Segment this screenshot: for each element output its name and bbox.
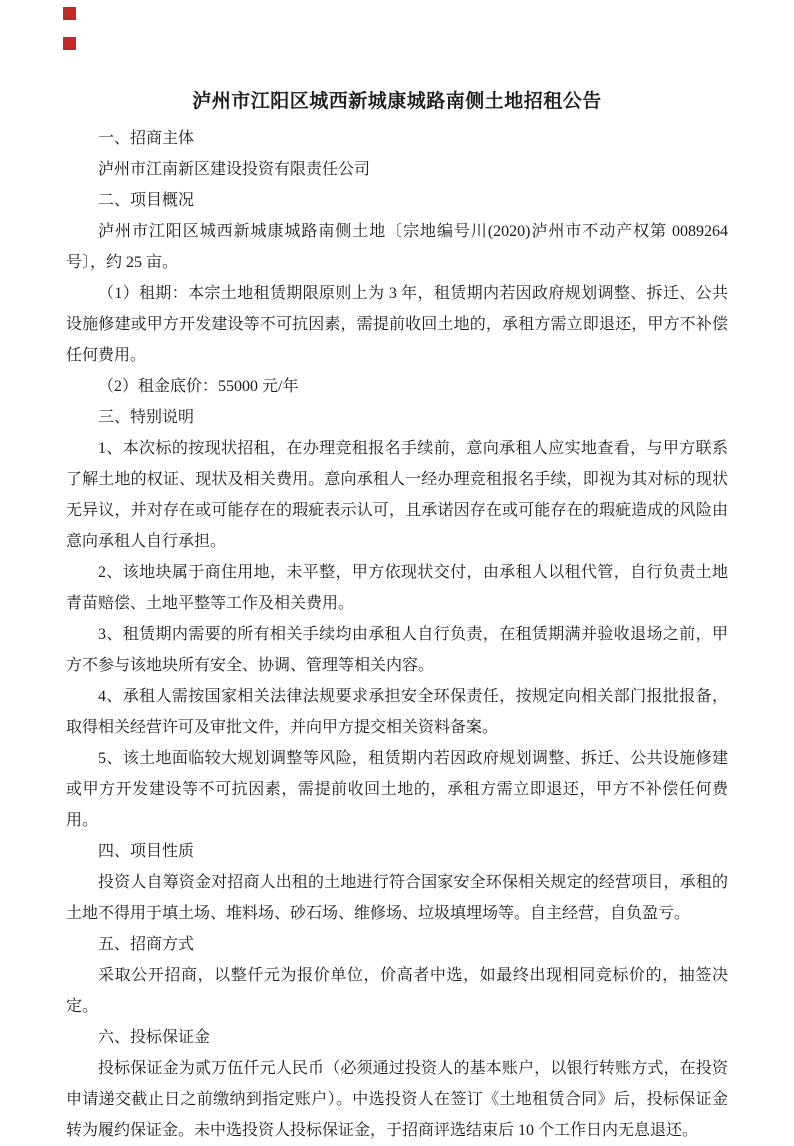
- paragraph-special-note-2: 2、该地块属于商住用地，未平整，甲方依现状交付，由承租人以租代管，自行负责土地青苗赔偿、土地平整等工作及相关费用。: [66, 564, 728, 612]
- paragraph-bidding-method: 采取公开招商，以整仟元为报价单位，价高者中选，如最终出现相同竞标价的，抽签决定。: [66, 967, 728, 1015]
- section-heading-1: 一、招商主体: [98, 130, 195, 147]
- section-heading-4: 四、项目性质: [98, 843, 195, 860]
- red-margin-marker-top: [63, 7, 76, 20]
- paragraph-parcel-info: 泸州市江阳区城西新城康城路南侧土地〔宗地编号川(2020)泸州市不动产权第 0089264 号〕，约 25 亩。: [66, 223, 728, 271]
- paragraph-special-note-1: 1、本次标的按现状招租，在办理竞租报名手续前，意向承租人应实地查看，与甲方联系了解土地的权证、现状及相关费用。意向承租人一经办理竞租报名手续，即视为其对标的现状无异议，并对存在或可能存在的瑕疵表示认可，且承诺因存在或可能存在的瑕疵造成的风险由意向承租人自行承担。: [66, 440, 728, 550]
- paragraph-special-note-5: 5、该土地面临较大规划调整等风险，租赁期内若因政府规划调整、拆迁、公共设施修建或甲方开发建设等不可抗因素，需提前收回土地的，承租方需立即退还，甲方不补偿任何费用。: [66, 750, 728, 829]
- section-heading-5: 五、招商方式: [98, 936, 195, 953]
- red-margin-marker-bottom: [63, 37, 76, 50]
- paragraph-special-note-4: 4、承租人需按国家相关法律法规要求承担安全环保责任，按规定向相关部门报批报备，取得相关经营许可及审批文件，并向甲方提交相关资料备案。: [66, 688, 728, 736]
- section-heading-3: 三、特别说明: [98, 409, 195, 426]
- section-heading-6: 六、投标保证金: [98, 1029, 211, 1046]
- paragraph-special-note-3: 3、租赁期内需要的所有相关手续均由承租人自行负责，在租赁期满并验收退场之前，甲方不参与该地块所有安全、协调、管理等相关内容。: [66, 626, 728, 674]
- paragraph-base-rent: （2）租金底价：55000 元/年: [98, 378, 299, 395]
- document-title: 泸州市江阳区城西新城康城路南侧土地招租公告: [192, 91, 602, 112]
- paragraph-lease-term: （1）租期：本宗土地租赁期限原则上为 3 年，租赁期内若因政府规划调整、拆迁、公共设施修建或甲方开发建设等不可抗因素，需提前收回土地的，承租方需立即退还，甲方不补偿任何费用。: [66, 285, 728, 364]
- paragraph-lessor-name: 泸州市江南新区建设投资有限责任公司: [98, 161, 371, 178]
- section-heading-2: 二、项目概况: [98, 192, 195, 209]
- paragraph-bid-deposit: 投标保证金为贰万伍仟元人民币（必须通过投资人的基本账户，以银行转账方式，在投资申请递交截止日之前缴纳到指定账户）。中选投资人在签订《土地租赁合同》后，投标保证金转为履约保证金。未中选投资人投标保证金，于招商评选结束后 10 个工作日内无息退还。: [66, 1060, 728, 1139]
- paragraph-project-nature: 投资人自筹资金对招商人出租的土地进行符合国家安全环保相关规定的经营项目，承租的土地不得用于填土场、堆料场、砂石场、维修场、垃圾填埋场等。自主经营，自负盈亏。: [66, 874, 728, 922]
